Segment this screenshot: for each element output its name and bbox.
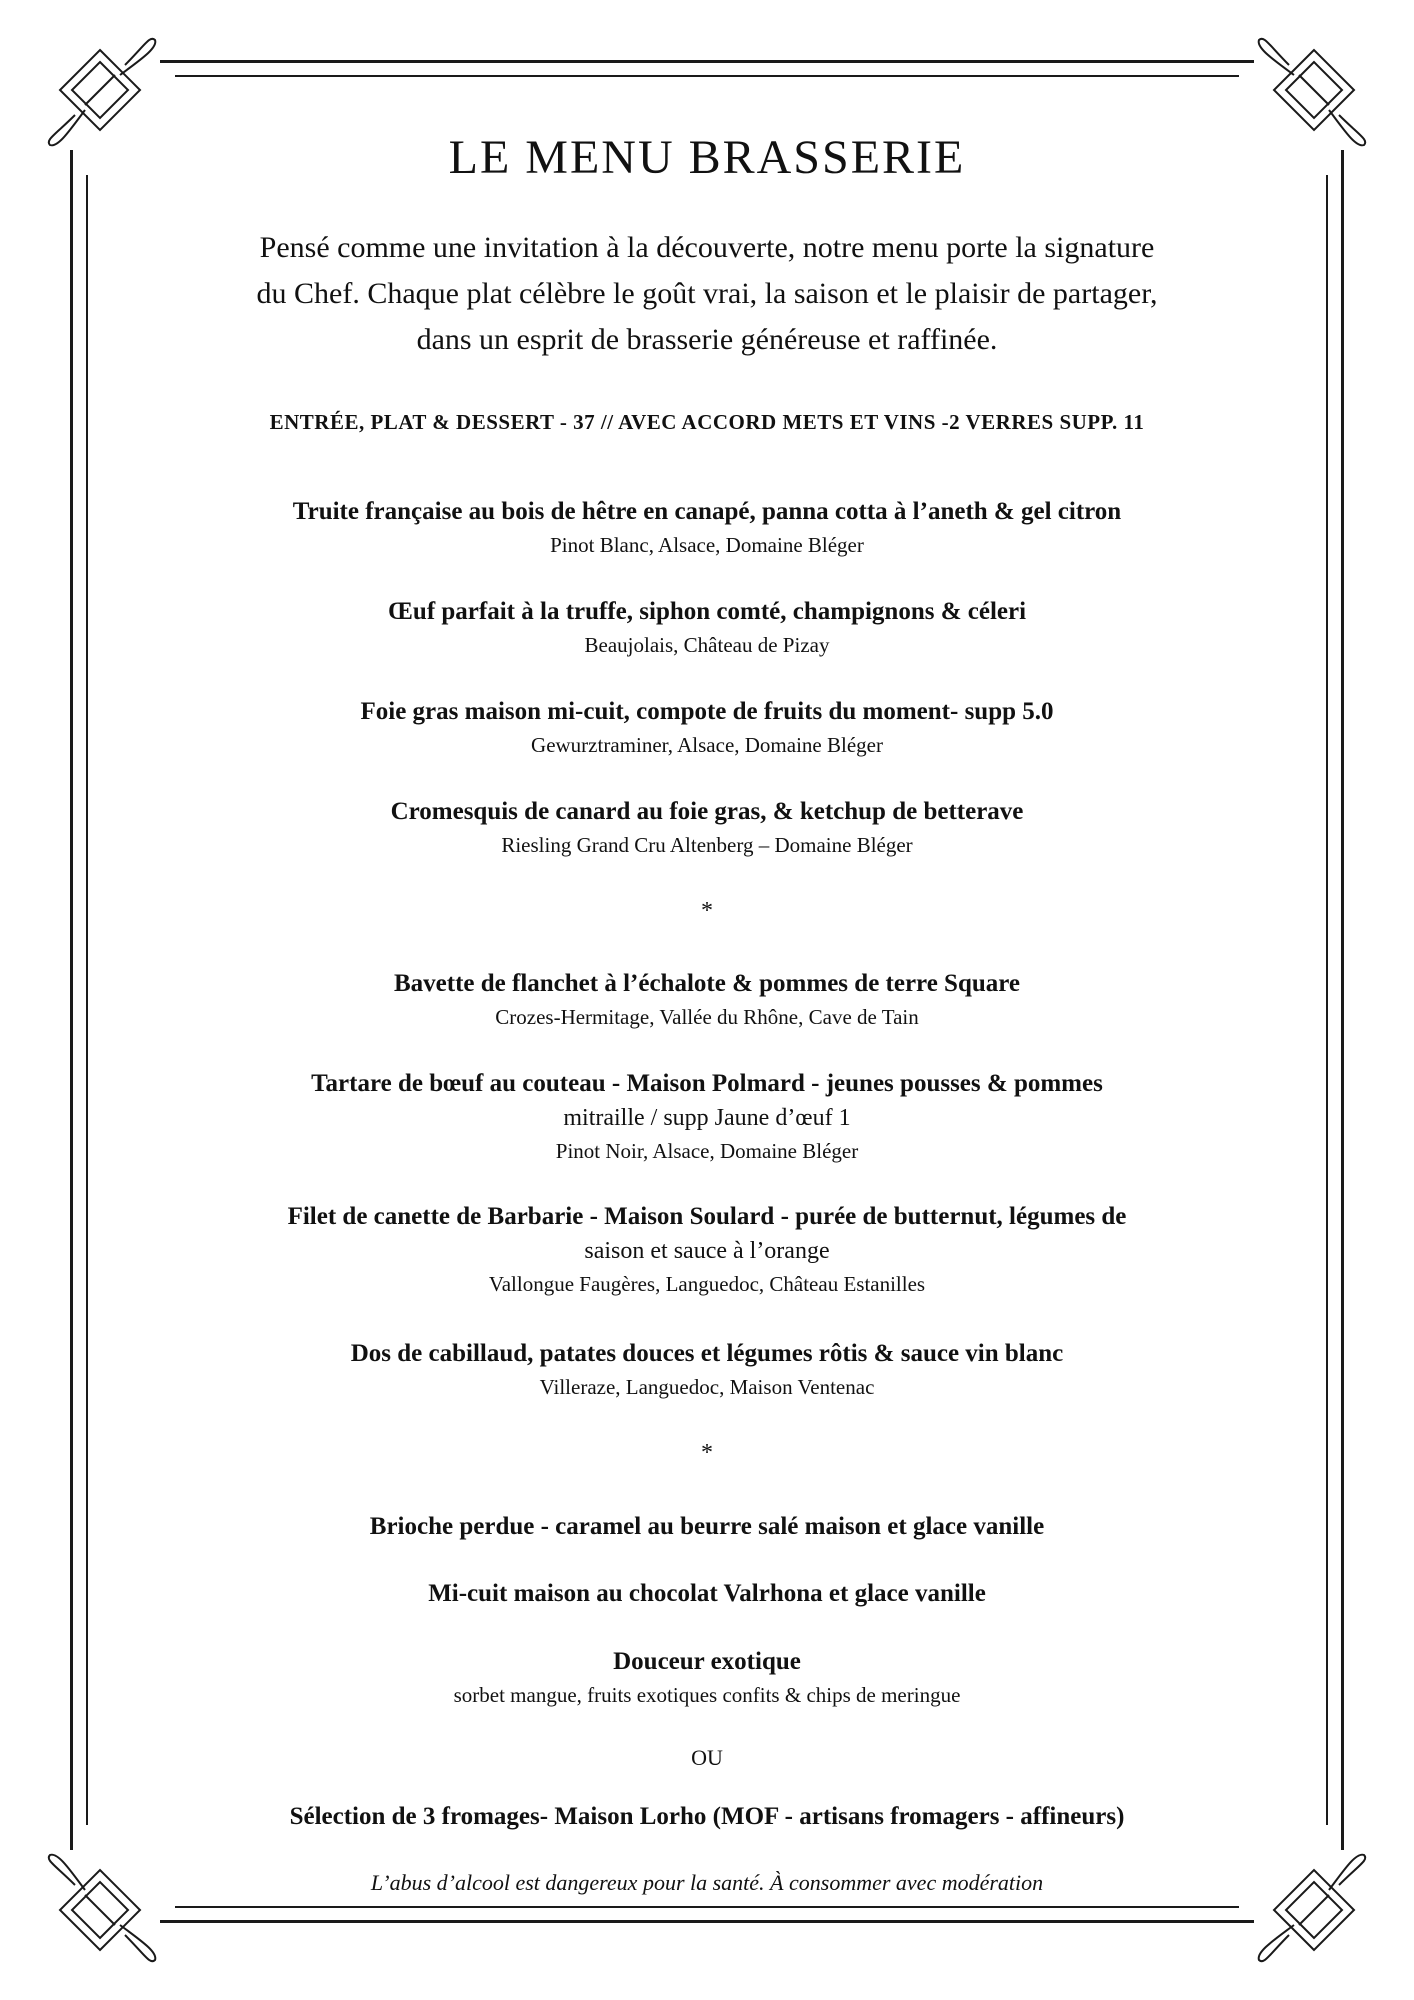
wine-pairing: Crozes-Hermitage, Vallée du Rhône, Cave de Tain <box>495 1005 919 1029</box>
wine-pairing: Vallongue Faugères, Languedoc, Château Estanilles <box>488 1272 926 1296</box>
dessert-item <box>120 1577 1294 1611</box>
frame-bottom-outer-line <box>160 1920 1254 1923</box>
dish-name: Truite française au bois de hêtre en canapé, panna cotta à l’aneth & gel citron <box>292 498 1122 525</box>
dish-name: Sélection de 3 fromages- Maison Lorho (MOF - artisans fromagers - affineurs) <box>289 1803 1125 1830</box>
dish-name: Tartare de bœuf au couteau - Maison Polmard - jeunes pousses & pommes <box>311 1070 1103 1097</box>
frame-left-inner-line <box>86 175 88 1825</box>
dish-name: Brioche perdue - caramel au beurre salé maison et glace vanille <box>369 1513 1045 1540</box>
section-separator: * <box>701 1440 713 1466</box>
wine-pairing: Villeraze, Languedoc, Maison Ventenac <box>539 1375 875 1399</box>
dish-detail: sorbet mangue, fruits exotiques confits & chips de meringue <box>453 1683 961 1707</box>
dish-name: Cromesquis de canard au foie gras, & ketchup de betterave <box>390 798 1024 825</box>
dish-name: Dos de cabillaud, patates douces et légumes rôtis & sauce vin blanc <box>350 1340 1064 1367</box>
dish-name: Foie gras maison mi-cuit, compote de fruits du moment- supp 5.0 <box>360 698 1054 725</box>
intro-line: du Chef. Chaque plat célèbre le goût vrai, la saison et le plaisir de partager, <box>256 277 1158 310</box>
ornament-corner-icon <box>40 1850 160 1970</box>
wine-pairing: Beaujolais, Château de Pizay <box>584 633 830 657</box>
dish-name: Filet de canette de Barbarie - Maison Soulard - purée de butternut, légumes de <box>287 1203 1127 1230</box>
dish-name: Douceur exotique <box>613 1648 801 1675</box>
wine-pairing: Riesling Grand Cru Altenberg – Domaine Bléger <box>501 833 913 857</box>
ornament-corner-icon <box>1254 1850 1374 1970</box>
frame-bottom-inner-line <box>175 1906 1239 1908</box>
main-item <box>120 1337 1294 1403</box>
wine-pairing: Gewurztraminer, Alsace, Domaine Bléger <box>531 733 883 757</box>
dish-name: Bavette de flanchet à l’échalote & pommes de terre Square <box>393 970 1020 997</box>
page-title: LE MENU BRASSERIE <box>448 131 966 184</box>
intro-line: Pensé comme une invitation à la découverte, notre menu porte la signature <box>259 231 1155 264</box>
main-item <box>120 967 1294 1033</box>
section-separator: * <box>701 898 713 924</box>
frame-left-outer-line <box>70 150 73 1850</box>
frame-right-inner-line <box>1326 175 1328 1825</box>
frame-top-inner-line <box>175 75 1239 77</box>
dessert-item <box>120 1510 1294 1544</box>
starter-item <box>120 495 1294 561</box>
cheese-item <box>120 1800 1294 1834</box>
starter-item <box>120 795 1294 861</box>
wine-pairing: Pinot Noir, Alsace, Domaine Bléger <box>555 1139 859 1163</box>
or-label: OU <box>691 1745 723 1770</box>
starter-item <box>120 695 1294 761</box>
starter-item <box>120 595 1294 661</box>
dessert-item <box>120 1645 1294 1711</box>
dish-extra: mitraille / supp Jaune d’œuf 1 <box>563 1105 851 1131</box>
pricing-line: ENTRÉE, PLAT & DESSERT - 37 // AVEC ACCORD METS ET VINS -2 VERRES SUPP. 11 <box>269 410 1145 434</box>
alcohol-disclaimer: L’abus d’alcool est dangereux pour la santé. À consommer avec modération <box>370 1870 1044 1895</box>
frame-top-outer-line <box>160 60 1254 63</box>
main-item <box>120 1067 1294 1167</box>
dish-name: Œuf parfait à la truffe, siphon comté, champignons & céleri <box>387 598 1027 625</box>
dish-extra: saison et sauce à l’orange <box>584 1238 830 1264</box>
frame-right-outer-line <box>1341 150 1344 1850</box>
main-item <box>120 1200 1294 1300</box>
intro-line: dans un esprit de brasserie généreuse et raffinée. <box>416 323 998 356</box>
dish-name: Mi-cuit maison au chocolat Valrhona et glace vanille <box>428 1580 986 1607</box>
intro-paragraph <box>130 225 1284 363</box>
wine-pairing: Pinot Blanc, Alsace, Domaine Bléger <box>550 533 864 557</box>
